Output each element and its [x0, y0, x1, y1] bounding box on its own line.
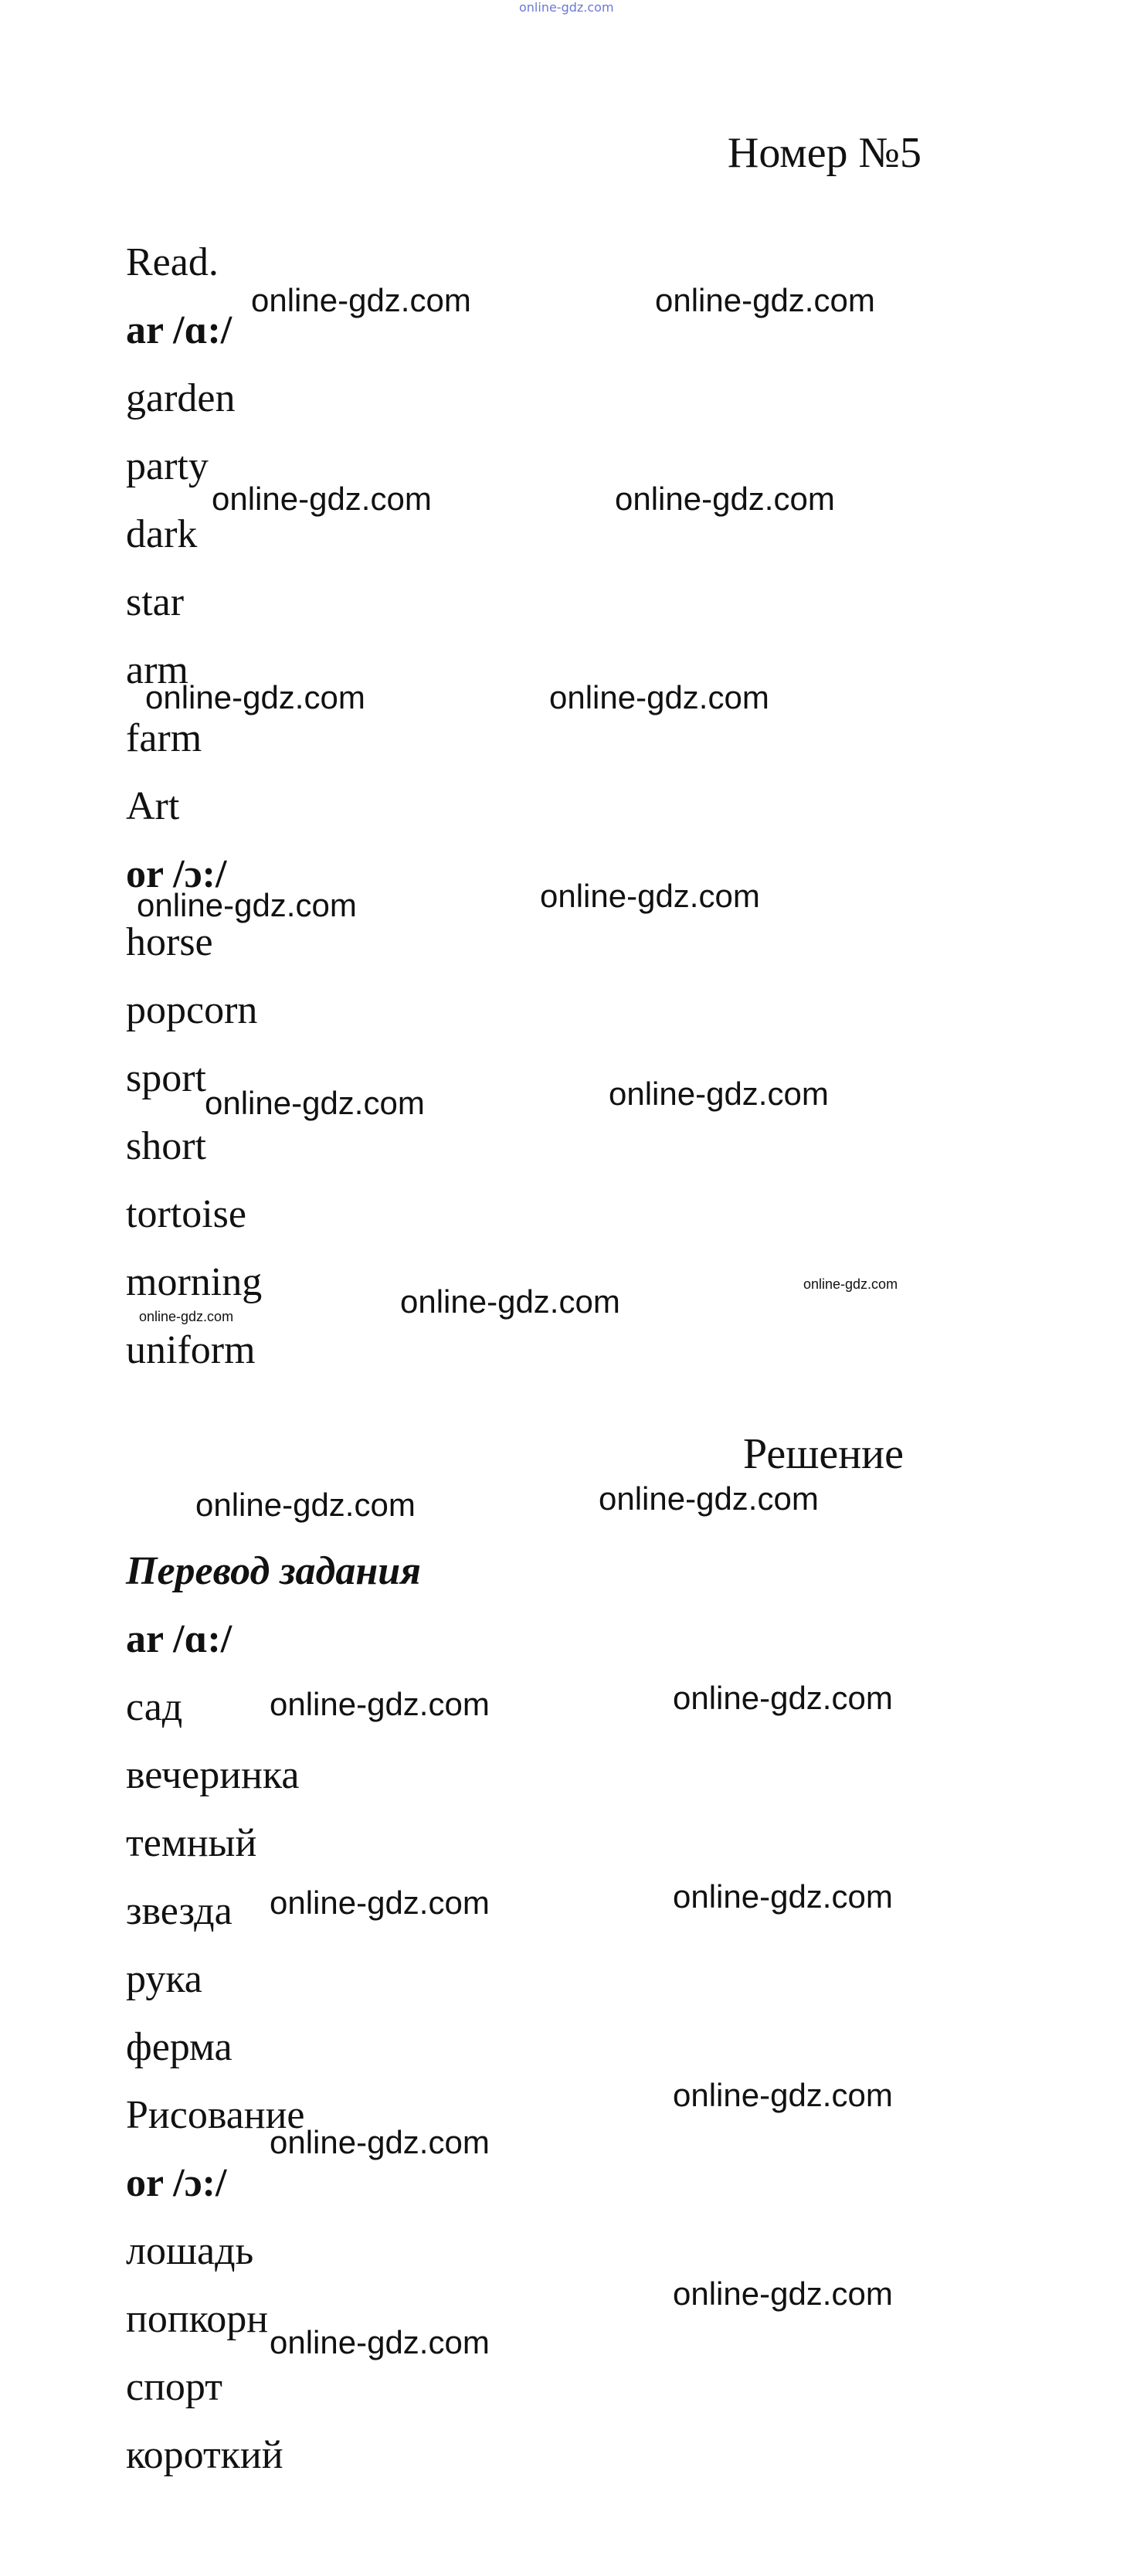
watermark: online-gdz.com [599, 1480, 819, 1517]
solution-line: короткий [126, 2433, 283, 2477]
watermark: online-gdz.com [673, 2275, 893, 2312]
watermark: online-gdz.com [251, 282, 471, 318]
solution-line: темный [126, 1821, 257, 1865]
watermark: online-gdz.com [400, 1283, 620, 1320]
task-line: farm [126, 716, 202, 760]
task-word-list [126, 229, 262, 1385]
watermark: online-gdz.com [609, 1076, 829, 1112]
watermark: online-gdz.com [270, 2124, 490, 2160]
task-line: star [126, 580, 185, 624]
solution-line: ar /ɑ:/ [126, 1617, 232, 1661]
watermark: online-gdz.com [205, 1085, 425, 1121]
task-line: party [126, 444, 209, 488]
task-line: arm [126, 648, 188, 692]
watermark: online-gdz.com [673, 1878, 893, 1915]
watermark: online-gdz.com [540, 878, 760, 914]
solution-line: ферма [126, 2025, 232, 2069]
solution-heading: Решение [742, 1430, 904, 1478]
solution-line: лошадь [126, 2229, 254, 2273]
task-line: horse [126, 920, 213, 964]
watermark: online-gdz.com [615, 481, 835, 517]
solution-line: спорт [126, 2365, 222, 2409]
watermark: online-gdz.com [212, 481, 432, 517]
watermark: online-gdz.com [673, 2077, 893, 2113]
watermark: online-gdz.com [803, 1276, 898, 1292]
task-line: tortoise [126, 1192, 246, 1236]
task-line: Read. [126, 240, 219, 284]
watermark: online-gdz.com [195, 1487, 416, 1523]
watermark: online-gdz.com [137, 887, 357, 923]
task-line: uniform [126, 1328, 256, 1372]
watermark: online-gdz.com [655, 282, 875, 318]
watermark: online-gdz.com [270, 1884, 490, 1921]
watermark: online-gdz.com [270, 1686, 490, 1722]
task-line: dark [126, 512, 198, 556]
watermark: online-gdz.com [139, 1309, 234, 1324]
solution-line: звезда [126, 1889, 232, 1933]
task-line: garden [126, 376, 236, 420]
watermark: online-gdz.com [145, 679, 365, 715]
solution-line: Рисование [126, 2093, 305, 2137]
watermark: online-gdz.com [270, 2324, 490, 2360]
task-line: popcorn [126, 988, 258, 1032]
top-watermark-link[interactable]: online-gdz.com [519, 0, 614, 15]
solution-line: попкорн [126, 2297, 269, 2341]
solution-line: or /ɔ:/ [126, 2161, 227, 2205]
task-line: short [126, 1124, 206, 1168]
watermark: online-gdz.com [673, 1680, 893, 1716]
solution-line: Перевод задания [126, 1549, 421, 1593]
solution-line: вечеринка [126, 1753, 300, 1797]
solution-line: сад [126, 1685, 183, 1729]
task-line: morning [126, 1260, 263, 1304]
task-line: sport [126, 1056, 206, 1100]
solution-line: рука [126, 1957, 202, 2001]
task-line: ar /ɑ:/ [126, 308, 232, 352]
task-line: or /ɔ:/ [126, 852, 227, 896]
watermark: online-gdz.com [549, 679, 769, 715]
task-line: Art [126, 784, 180, 828]
task-number-heading: Номер №5 [727, 129, 921, 177]
